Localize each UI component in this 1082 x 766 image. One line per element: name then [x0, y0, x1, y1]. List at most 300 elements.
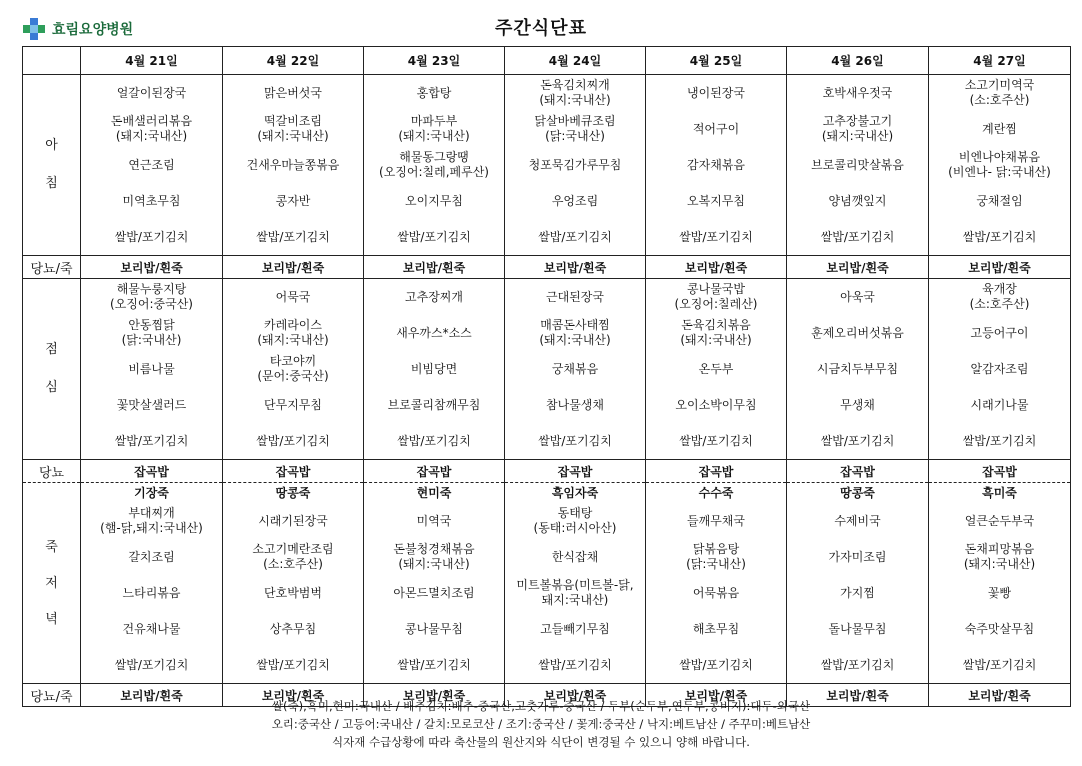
dish-name: 가지찜: [840, 585, 875, 600]
dish-name: 청포묵김가루무침: [528, 157, 622, 172]
lunch-special-label: 당뇨: [23, 460, 81, 483]
dish-name: 우엉조림: [551, 193, 599, 208]
menu-item: [364, 183, 504, 219]
menu-item: [81, 147, 222, 183]
dinner-juk-item: 흑미죽: [982, 485, 1017, 500]
dish-name: 비엔나야채볶음: [958, 150, 1041, 164]
dinner-menu-cell: [81, 483, 223, 684]
menu-item: [364, 503, 504, 539]
menu-item: [223, 111, 363, 147]
menu-item: [929, 575, 1070, 611]
dish-name: 알감자조림: [970, 361, 1029, 376]
lunch-menu-cell: [364, 279, 505, 460]
origin-note-line: 쌀(죽),흑미,현미:국내산 / 배추김치:배추-중국산,고춧가루-중국산 / 두부(순두부,연두부,콩비지):대두-외국산: [271, 699, 811, 713]
menu-item: [646, 611, 786, 647]
menu-item: [364, 647, 504, 683]
menu-item: [646, 539, 786, 575]
day-header: 4월 25일: [646, 47, 787, 75]
menu-item: [787, 147, 928, 183]
dish-origin: (닭:국내산): [121, 333, 182, 347]
menu-item: [505, 279, 645, 315]
dish-name: 쌀밥/포기김치: [114, 433, 189, 448]
dish-name: 매콤돈사태찜: [540, 318, 610, 332]
menu-item: [364, 611, 504, 647]
dish-name: 해물누룽지탕: [116, 282, 187, 296]
dish-name: 안동찜닭: [128, 318, 175, 332]
dish-name: 해초무침: [692, 621, 740, 636]
notice-line: 식자재 수급상황에 따라 축산물의 원산지와 식단이 변경될 수 있으니 양해 바랍니다.: [332, 735, 750, 749]
dish-origin: (햄-닭,돼지:국내산): [100, 521, 203, 535]
menu-item: [505, 147, 645, 183]
dinner-special-item: 보리밥/흰죽: [81, 684, 223, 707]
menu-item: [646, 387, 786, 423]
dinner-label: 죽 저 녁: [23, 483, 81, 684]
dish-name: 감자채볶음: [687, 157, 745, 172]
dish-origin: (닭:국내산): [686, 557, 746, 571]
dinner-special-item: 보리밥/흰죽: [505, 684, 646, 707]
breakfast-special-item: 보리밥/흰죽: [223, 256, 364, 279]
menu-item: [929, 387, 1070, 423]
menu-item: [787, 183, 928, 219]
breakfast-menu-cell: [81, 75, 223, 256]
menu-item: [223, 647, 363, 683]
breakfast-menu-cell: [505, 75, 646, 256]
menu-item: [223, 575, 363, 611]
dinner-menu-cell: [929, 483, 1071, 684]
menu-item: [787, 575, 928, 611]
dinner-menu-cell: [364, 483, 505, 684]
dish-name: 쌀밥/포기김치: [962, 657, 1037, 672]
dinner-special-item: 보리밥/흰죽: [223, 684, 364, 707]
menu-item: [223, 503, 363, 539]
dish-name: 돌나물무침: [828, 621, 887, 636]
breakfast-special-item: 보리밥/흰죽: [505, 256, 646, 279]
menu-item: [364, 75, 504, 111]
menu-item: [81, 315, 222, 351]
menu-item: [505, 423, 645, 459]
dish-name: 오복지무침: [687, 193, 745, 208]
breakfast-row: [23, 75, 1071, 256]
dish-name: 닭볶음탕: [692, 542, 740, 556]
dish-name: 미역초무침: [122, 193, 181, 208]
dish-name: 양념깻잎지: [828, 193, 887, 208]
dish-name: 호박새우젓국: [822, 85, 893, 100]
menu-item: [223, 75, 363, 111]
corner-cell: [23, 47, 81, 75]
menu-item: [81, 423, 222, 459]
menu-item: [929, 183, 1070, 219]
menu-item: [223, 423, 363, 459]
dish-origin: (오징어:칠레산): [674, 297, 758, 311]
origin-notes: [0, 697, 1082, 751]
dish-name: 맑은버섯국: [264, 85, 322, 100]
dish-origin: (돼지:국내산): [963, 557, 1036, 571]
menu-item: [81, 219, 222, 255]
dinner-juk-item: 수수죽: [698, 485, 734, 500]
menu-item: [646, 111, 786, 147]
menu-item: [81, 611, 222, 647]
day-header: 4월 21일: [81, 47, 223, 75]
dish-name: 육개장: [982, 282, 1017, 296]
dish-origin: (소:호주산): [969, 93, 1030, 107]
dish-name: 고들빼기무침: [540, 621, 610, 636]
menu-item: [223, 147, 363, 183]
dish-name: 쌀밥/포기김치: [679, 229, 753, 244]
dish-name: 오이소박이무침: [675, 397, 757, 412]
lunch-menu-cell: [929, 279, 1071, 460]
menu-item: [929, 539, 1070, 575]
menu-item: [505, 575, 645, 611]
menu-item: [364, 111, 504, 147]
breakfast-menu-cell: [223, 75, 364, 256]
dish-name: 쌀밥/포기김치: [962, 229, 1037, 244]
dish-name: 돈배샐러리볶음: [110, 114, 193, 128]
menu-item: [929, 647, 1070, 683]
menu-item: [223, 219, 363, 255]
menu-item: [81, 503, 222, 539]
dinner-juk-label: 죽: [45, 540, 58, 555]
dish-origin: 돼지:국내산): [541, 593, 609, 607]
lunch-special-item: 잡곡밥: [223, 460, 364, 483]
menu-item: [787, 111, 928, 147]
date-header-row: [23, 47, 1071, 75]
lunch-special-item: 잡곡밥: [929, 460, 1071, 483]
dish-name: 돈채피망볶음: [964, 542, 1035, 556]
dinner-juk-item: 흑임자죽: [551, 485, 599, 500]
menu-item: [81, 75, 222, 111]
dinner-juk-item: 땅콩죽: [840, 485, 875, 500]
dish-name: 쌀밥/포기김치: [820, 229, 895, 244]
dish-name: 고등어구이: [970, 325, 1029, 340]
dish-origin: (돼지:국내산): [257, 129, 329, 143]
dish-name: 아욱국: [840, 289, 875, 304]
dish-origin: (돼지:국내산): [115, 129, 188, 143]
dish-name: 홍합탕: [416, 85, 452, 100]
menu-item: [223, 387, 363, 423]
lunch-menu-cell: [81, 279, 223, 460]
dish-name: 시래기나물: [970, 397, 1029, 412]
dish-name: 비빔당면: [410, 361, 458, 376]
dish-name: 적어구이: [692, 121, 740, 136]
dish-name: 소고기미역국: [964, 78, 1035, 92]
menu-item: [787, 75, 928, 111]
menu-item: [81, 387, 222, 423]
menu-item: [787, 611, 928, 647]
dish-name: 쌀밥/포기김치: [820, 657, 895, 672]
dish-origin: (돼지:국내산): [398, 557, 470, 571]
menu-item: [646, 75, 786, 111]
menu-item: [929, 147, 1070, 183]
menu-item: [646, 147, 786, 183]
lunch-special-item: 잡곡밥: [81, 460, 223, 483]
dinner-row: [23, 483, 1071, 684]
dish-name: 콩자반: [275, 193, 311, 208]
dish-name: 비름나물: [128, 361, 175, 376]
dish-name: 계란찜: [982, 121, 1017, 136]
menu-item: [646, 279, 786, 315]
dish-name: 상추무침: [269, 621, 317, 636]
breakfast-special-item: 보리밥/흰죽: [81, 256, 223, 279]
dish-origin: (오징어:칠레,페루산): [379, 165, 489, 179]
menu-item: [787, 351, 928, 387]
menu-item: [223, 279, 363, 315]
menu-item: [505, 539, 645, 575]
lunch-special-row: [23, 460, 1071, 483]
menu-item: [505, 611, 645, 647]
breakfast-menu-cell: [364, 75, 505, 256]
dish-name: 돈육김치볶음: [681, 318, 751, 332]
dish-name: 한식잡채: [551, 549, 599, 564]
dish-origin: (소:호주산): [969, 297, 1030, 311]
dish-name: 쌀밥/포기김치: [538, 229, 612, 244]
dish-name: 미역국: [416, 513, 452, 528]
dish-name: 부대찌개: [128, 506, 175, 520]
dish-name: 돈육김치찌개: [540, 78, 610, 92]
dish-name: 온두부: [698, 361, 734, 376]
dish-name: 아몬드멸치조림: [393, 585, 475, 600]
dish-name: 얼큰순두부국: [964, 513, 1035, 528]
day-header: 4월 26일: [787, 47, 929, 75]
menu-item: [646, 219, 786, 255]
lunch-special-item: 잡곡밥: [364, 460, 505, 483]
breakfast-special-item: 보리밥/흰죽: [364, 256, 505, 279]
menu-item: [787, 315, 928, 351]
dinner-menu-cell: [646, 483, 787, 684]
breakfast-special-row: [23, 256, 1071, 279]
dish-name: 콩나물무침: [405, 621, 463, 636]
dish-origin: (오징어:중국산): [110, 297, 193, 311]
menu-item: [787, 647, 928, 683]
dish-name: 꽃맛살샐러드: [116, 397, 187, 412]
dish-name: 어묵국: [275, 289, 311, 304]
dish-name: 쌀밥/포기김치: [538, 433, 612, 448]
menu-item: [929, 279, 1070, 315]
page-title: 주간식단표: [495, 18, 587, 39]
lunch-row: [23, 279, 1071, 460]
menu-item: [223, 183, 363, 219]
dish-name: 쌀밥/포기김치: [679, 433, 753, 448]
menu-item: [646, 575, 786, 611]
dish-name: 해물동그랑땡: [399, 150, 469, 164]
breakfast-menu-cell: [787, 75, 929, 256]
dish-name: 수제비국: [834, 513, 881, 528]
dish-name: 궁채절임: [976, 193, 1023, 208]
dish-origin: (돼지:국내산): [539, 333, 611, 347]
breakfast-menu-cell: [646, 75, 787, 256]
dish-origin: (돼지:국내산): [821, 129, 894, 143]
dish-name: 타코야끼: [269, 354, 317, 368]
dinner-juk-item: 현미죽: [416, 485, 452, 500]
menu-item: [787, 423, 928, 459]
dish-origin: (소:호주산): [263, 557, 323, 571]
dish-name: 새우까스*소스: [396, 325, 472, 340]
dinner-menu-cell: [787, 483, 929, 684]
dinner-menu-cell: [223, 483, 364, 684]
dinner-juk-item: 기장죽: [134, 485, 169, 500]
dish-name: 쌀밥/포기김치: [538, 657, 612, 672]
dish-name: 미트볼볶음(미트볼-닭,: [516, 578, 634, 592]
dish-name: 근대된장국: [546, 289, 604, 304]
menu-item: [364, 147, 504, 183]
dish-name: 쌀밥/포기김치: [397, 657, 471, 672]
dish-name: 건유채나물: [122, 621, 181, 636]
dinner-special-item: 보리밥/흰죽: [929, 684, 1071, 707]
dish-name: 훈제오리버섯볶음: [811, 325, 904, 340]
menu-item: [81, 279, 222, 315]
dish-name: 갈치조림: [128, 549, 175, 564]
menu-item: [505, 503, 645, 539]
menu-item: [646, 315, 786, 351]
menu-item: [505, 647, 645, 683]
lunch-special-item: 잡곡밥: [787, 460, 929, 483]
dish-name: 들깨무채국: [687, 513, 745, 528]
day-header: 4월 22일: [223, 47, 364, 75]
dish-name: 고추장불고기: [822, 114, 893, 128]
dish-name: 돈불청경채볶음: [393, 542, 475, 556]
menu-item: [223, 539, 363, 575]
dish-name: 참나물생채: [546, 397, 604, 412]
menu-item: [364, 279, 504, 315]
dish-name: 느타리볶음: [122, 585, 181, 600]
menu-item: [929, 351, 1070, 387]
menu-item: [223, 351, 363, 387]
menu-item: [929, 219, 1070, 255]
dinner-special-label: 당뇨/죽: [23, 684, 81, 707]
dish-name: 단무지무침: [264, 397, 322, 412]
dinner-menu-cell: [505, 483, 646, 684]
menu-item: [505, 75, 645, 111]
dish-name: 쌀밥/포기김치: [256, 657, 330, 672]
menu-item: [646, 503, 786, 539]
dish-name: 쌀밥/포기김치: [962, 433, 1037, 448]
menu-item: [929, 503, 1070, 539]
dish-origin: (닭:국내산): [545, 129, 605, 143]
dish-name: 얼갈이된장국: [116, 85, 187, 100]
dish-name: 숙주맛살무침: [964, 621, 1035, 636]
dish-name: 쌀밥/포기김치: [256, 433, 330, 448]
dish-name: 쌀밥/포기김치: [114, 657, 189, 672]
menu-item: [364, 539, 504, 575]
dish-name: 쌀밥/포기김치: [256, 229, 330, 244]
dish-origin: (돼지:국내산): [680, 333, 752, 347]
dish-name: 쌀밥/포기김치: [820, 433, 895, 448]
menu-item: [505, 315, 645, 351]
dish-name: 궁채볶음: [551, 361, 599, 376]
dish-origin: (문어:중국산): [257, 369, 329, 383]
dish-name: 단호박범벅: [264, 585, 322, 600]
menu-item: [364, 387, 504, 423]
menu-item: [81, 575, 222, 611]
lunch-menu-cell: [505, 279, 646, 460]
menu-item: [364, 575, 504, 611]
dish-name: 닭살바베큐조림: [534, 114, 616, 128]
menu-item: [223, 611, 363, 647]
dish-origin: (돼지:국내산): [539, 93, 611, 107]
menu-item: [81, 539, 222, 575]
menu-item: [81, 647, 222, 683]
lunch-special-item: 잡곡밥: [505, 460, 646, 483]
menu-item: [929, 423, 1070, 459]
origin-note-line: 오리:중국산 / 고등어:국내산 / 갈치:모로코산 / 조기:중국산 / 꽃게:중국산 / 낙지:베트남산 / 주꾸미:베트남산: [271, 717, 811, 731]
dish-origin: (동태:러시아산): [533, 521, 617, 535]
lunch-label: 점 심: [23, 279, 81, 460]
dish-name: 브로콜리맛살볶음: [811, 157, 904, 172]
day-header: 4월 24일: [505, 47, 646, 75]
dinner-special-item: 보리밥/흰죽: [364, 684, 505, 707]
menu-item: [81, 111, 222, 147]
dish-name: 마파두부: [410, 114, 458, 128]
dish-name: 가자미조림: [828, 549, 887, 564]
lunch-menu-cell: [646, 279, 787, 460]
dish-name: 시금치두부무침: [816, 361, 899, 376]
menu-item: [646, 351, 786, 387]
dish-name: 동태탕: [557, 506, 593, 520]
menu-item: [505, 219, 645, 255]
lunch-menu-cell: [223, 279, 364, 460]
breakfast-special-item: 보리밥/흰죽: [929, 256, 1071, 279]
dish-origin: (돼지:국내산): [257, 333, 329, 347]
breakfast-menu-cell: [929, 75, 1071, 256]
menu-item: [787, 219, 928, 255]
dish-name: 꽃빵: [987, 585, 1012, 600]
day-header: 4월 27일: [929, 47, 1071, 75]
dish-name: 연근조림: [128, 157, 175, 172]
menu-item: [505, 351, 645, 387]
menu-item: [787, 387, 928, 423]
dish-name: 콩나물국밥: [687, 282, 745, 296]
menu-item: [364, 351, 504, 387]
dish-name: 떡갈비조림: [264, 114, 322, 128]
menu-item: [787, 279, 928, 315]
dish-name: 어묵볶음: [692, 585, 740, 600]
dish-name: 오이지무침: [405, 193, 463, 208]
menu-item: [646, 647, 786, 683]
menu-item: [223, 315, 363, 351]
menu-item: [364, 423, 504, 459]
menu-item: [929, 611, 1070, 647]
menu-item: [364, 315, 504, 351]
dish-name: 건새우마늘쫑볶음: [246, 157, 340, 172]
lunch-special-item: 잡곡밥: [646, 460, 787, 483]
dish-name: 고추장찌개: [405, 289, 463, 304]
breakfast-label: 아 침: [23, 75, 81, 256]
dinner-juk-item: 땅콩죽: [275, 485, 311, 500]
dish-name: 시래기된장국: [258, 513, 328, 528]
dish-name: 쌀밥/포기김치: [397, 229, 471, 244]
menu-item: [646, 423, 786, 459]
menu-item: [505, 111, 645, 147]
day-header: 4월 23일: [364, 47, 505, 75]
menu-item: [787, 539, 928, 575]
dish-name: 소고기메란조림: [252, 542, 334, 556]
menu-item: [929, 75, 1070, 111]
dinner-special-item: 보리밥/흰죽: [646, 684, 787, 707]
menu-item: [505, 387, 645, 423]
menu-item: [787, 503, 928, 539]
breakfast-special-item: 보리밥/흰죽: [787, 256, 929, 279]
menu-item: [81, 351, 222, 387]
dinner-special-item: 보리밥/흰죽: [787, 684, 929, 707]
menu-item: [81, 183, 222, 219]
dish-name: 카레라이스: [264, 318, 322, 332]
hospital-name: 효림요양병원: [52, 22, 134, 38]
dish-name: 쌀밥/포기김치: [397, 433, 471, 448]
dish-origin: (돼지:국내산): [398, 129, 470, 143]
menu-item: [364, 219, 504, 255]
dish-name: 쌀밥/포기김치: [679, 657, 753, 672]
dish-name: 쌀밥/포기김치: [114, 229, 189, 244]
dish-name: 브로콜리참깨무침: [387, 397, 481, 412]
